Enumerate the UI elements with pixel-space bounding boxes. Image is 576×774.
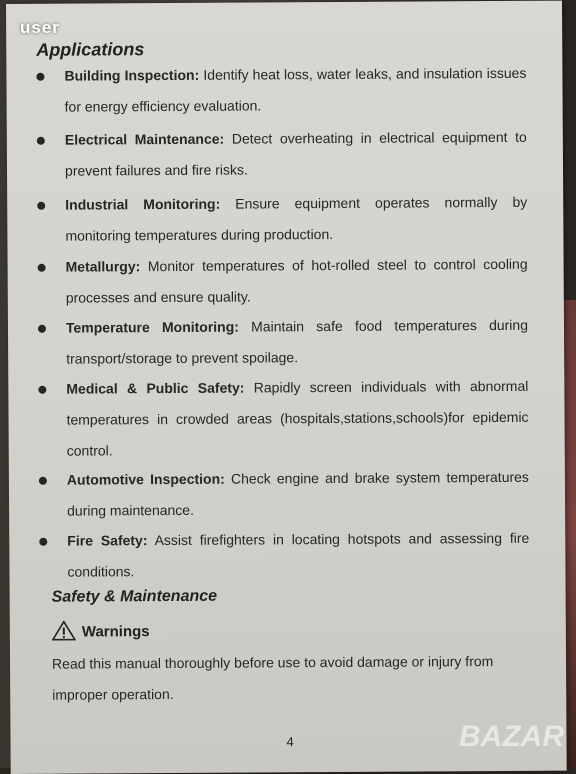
bullet-icon	[37, 137, 45, 145]
item-text: Check engine and brake system temperatures during maintenance.	[67, 468, 529, 519]
item-text: Maintain safe food temperatures during transport/storage to prevent spoilage.	[66, 316, 529, 367]
item-title: Temperature Monitoring:	[65, 318, 239, 336]
item-text: Rapidly screen individuals with abnormal temperatures in crowded areas (hospitals,stations,schools)for epidemic control.	[66, 377, 529, 459]
item-title: Building Inspection:	[64, 66, 200, 84]
warnings-heading	[52, 620, 150, 645]
item-title: Industrial Monitoring:	[65, 195, 221, 213]
bullet-icon	[38, 386, 46, 394]
item-text: Detect overheating in electrical equipment to prevent failures and fire risks.	[64, 128, 527, 179]
page-number: 4	[286, 734, 294, 750]
section-heading-safety: Safety & Maintenance	[51, 587, 218, 606]
item-text: Identify heat loss, water leaks, and insulation issues for energy efficiency evaluation.	[64, 64, 527, 115]
list-item	[37, 187, 528, 244]
bullet-icon	[39, 538, 47, 546]
user-tag: user	[20, 18, 60, 37]
bullet-icon	[36, 73, 44, 81]
bullet-icon	[38, 325, 46, 333]
warning-icon	[52, 621, 76, 645]
watermark-logo: BAZAR	[459, 720, 564, 753]
item-title: Electrical Maintenance:	[64, 130, 225, 148]
item-title: Fire Safety:	[67, 532, 148, 549]
item-title: Medical & Public Safety:	[66, 379, 245, 397]
item-text: Assist firefighters in locating hotspots and assessing fire conditions.	[67, 529, 530, 580]
item-text: Monitor temperatures of hot-rolled steel to control cooling processes and ensure quality.	[65, 255, 528, 306]
bullet-icon	[39, 477, 47, 485]
section-heading-applications: Applications	[36, 39, 145, 60]
bullet-icon	[38, 264, 46, 272]
warnings-label: Warnings	[81, 623, 150, 641]
bullet-icon	[37, 202, 45, 210]
warnings-text: Read this manual thoroughly before use to avoid damage or injury from improper operation.	[51, 653, 494, 703]
item-title: Automotive Inspection:	[66, 470, 225, 488]
manual-page	[6, 1, 567, 774]
item-title: Metallurgy:	[65, 258, 141, 275]
item-text: Ensure equipment operates normally by monitoring temperatures during production.	[65, 193, 528, 244]
